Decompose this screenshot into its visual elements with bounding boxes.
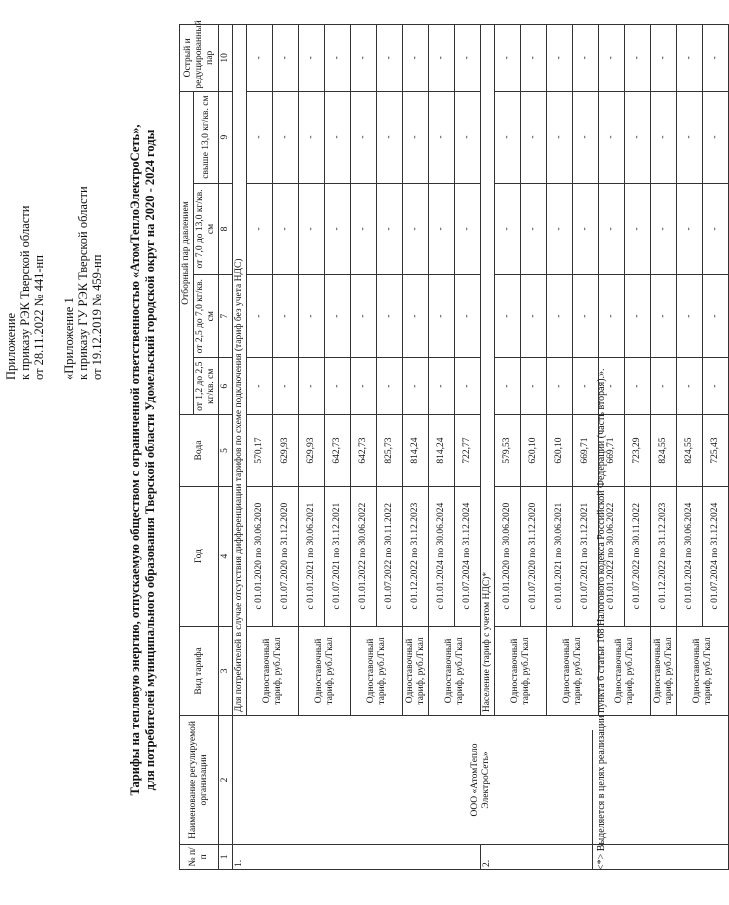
dash-cell: - [677, 275, 703, 358]
tariff-type: Одноставочный тариф, руб./Гкал [547, 626, 599, 716]
dash-cell: - [651, 183, 677, 275]
water-value: 723,29 [625, 415, 651, 486]
dash-cell: - [429, 275, 455, 358]
column-number-cell: 7 [219, 275, 233, 358]
tariff-type: Одноставочный тариф, руб./Гкал [299, 626, 351, 716]
section-title: Население (тариф с учетом НДС)* [481, 25, 495, 716]
column-number-cell: 10 [219, 25, 233, 92]
section-number: 1. [233, 844, 481, 869]
document-header [4, 80, 104, 380]
header-line: от 19.12.2019 № 459-нп [90, 254, 104, 380]
dash-cell: - [273, 358, 299, 415]
dash-cell: - [273, 183, 299, 275]
period-cell: с 01.01.2024 по 30.06.2024 [677, 486, 703, 626]
dash-cell: - [677, 358, 703, 415]
column-number-cell: 2 [219, 716, 233, 845]
dash-cell: - [325, 25, 351, 92]
dash-cell: - [573, 91, 599, 183]
dash-cell: - [651, 25, 677, 92]
header-line: от 28.11.2022 № 441-нп [32, 255, 46, 380]
column-number-cell: 4 [219, 486, 233, 626]
tariff-table [179, 20, 729, 870]
dash-cell: - [299, 183, 325, 275]
dash-cell: - [625, 275, 651, 358]
dash-cell: - [377, 91, 403, 183]
water-value: 814,24 [403, 415, 429, 486]
period-cell: с 01.01.2022 по 30.06.2022 [599, 486, 625, 626]
water-value: 669,71 [573, 415, 599, 486]
dash-cell: - [455, 183, 481, 275]
dash-cell: - [403, 358, 429, 415]
water-value: 620,10 [521, 415, 547, 486]
dash-cell: - [625, 358, 651, 415]
dash-cell: - [377, 275, 403, 358]
table-body [233, 25, 729, 870]
dash-cell: - [455, 25, 481, 92]
dash-cell: - [351, 275, 377, 358]
dash-cell: - [455, 275, 481, 358]
period-cell: с 01.01.2020 по 30.06.2020 [495, 486, 521, 626]
dash-cell: - [521, 91, 547, 183]
water-value: 722,77 [455, 415, 481, 486]
dash-cell: - [495, 358, 521, 415]
col-water-header: Вода [180, 415, 219, 486]
dash-cell: - [521, 275, 547, 358]
dash-cell: - [703, 358, 729, 415]
col-steam-group-header: Отборный пар давлением [180, 91, 194, 415]
period-cell: с 01.07.2024 по 31.12.2024 [455, 486, 481, 626]
water-value: 669,71 [599, 415, 625, 486]
dash-cell: - [403, 25, 429, 92]
water-value: 824,55 [677, 415, 703, 486]
dash-cell: - [273, 275, 299, 358]
tariff-type: Одноставочный тариф, руб./Гкал [247, 626, 299, 716]
period-cell: с 01.07.2024 по 31.12.2024 [703, 486, 729, 626]
document-title [128, 50, 158, 870]
dash-cell: - [521, 358, 547, 415]
dash-cell: - [573, 25, 599, 92]
dash-cell: - [377, 183, 403, 275]
dash-cell: - [429, 183, 455, 275]
dash-cell: - [429, 91, 455, 183]
dash-cell: - [703, 183, 729, 275]
period-cell: с 01.01.2020 по 30.06.2020 [247, 486, 273, 626]
dash-cell: - [599, 358, 625, 415]
column-number-cell: 6 [219, 358, 233, 415]
dash-cell: - [495, 275, 521, 358]
period-cell: с 01.12.2022 по 31.12.2023 [651, 486, 677, 626]
water-value: 629,93 [273, 415, 299, 486]
dash-cell: - [547, 91, 573, 183]
header-line: к приказу РЭК Тверской области [18, 205, 32, 380]
dash-cell: - [573, 275, 599, 358]
column-number-cell: 5 [219, 415, 233, 486]
dash-cell: - [455, 358, 481, 415]
title-line-2: для потребителей муниципального образования Тверской области Удомельский городской округ на 2020 - 2024 годы [143, 129, 157, 791]
tariff-type: Одноставочный тариф, руб./Гкал [599, 626, 651, 716]
dash-cell: - [573, 358, 599, 415]
period-cell: с 01.01.2021 по 30.06.2021 [547, 486, 573, 626]
col-p2-header: от 2,5 до 7,0 кг/кв. см [194, 275, 219, 358]
dash-cell: - [521, 25, 547, 92]
header-line: к приказу ГУ РЭК Тверской области [76, 186, 90, 380]
period-cell: с 01.07.2022 по 30.11.2022 [625, 486, 651, 626]
col-org-header: Наименование регулируемой организации [180, 716, 219, 845]
dash-cell: - [677, 183, 703, 275]
dash-cell: - [273, 91, 299, 183]
tariff-type: Одноставочный тариф, руб./Гкал [651, 626, 677, 716]
col-sharp-steam-header: Острый и редуцированный пар [180, 25, 219, 92]
period-cell: с 01.07.2021 по 31.12.2021 [325, 486, 351, 626]
period-cell: с 01.01.2024 по 30.06.2024 [429, 486, 455, 626]
dash-cell: - [677, 91, 703, 183]
dash-cell: - [495, 183, 521, 275]
dash-cell: - [325, 91, 351, 183]
dash-cell: - [247, 183, 273, 275]
col-p4-header: свыше 13,0 кг/кв. см [194, 91, 219, 183]
dash-cell: - [377, 25, 403, 92]
dash-cell: - [547, 275, 573, 358]
period-cell: с 01.07.2022 по 30.11.2022 [377, 486, 403, 626]
dash-cell: - [403, 183, 429, 275]
footnote: <*> Выделяется в целях реализации пункта 6 статьи 168 Налогового кодекса Российской Федерации (часть вторая).». [596, 368, 607, 870]
dash-cell: - [521, 183, 547, 275]
organization-name: ООО «АтомТепло ЭлектроСеть» [233, 716, 729, 845]
dash-cell: - [651, 275, 677, 358]
dash-cell: - [351, 358, 377, 415]
period-cell: с 01.07.2020 по 31.12.2020 [521, 486, 547, 626]
header-line: «Приложение 1 [62, 297, 76, 380]
dash-cell: - [299, 358, 325, 415]
dash-cell: - [573, 183, 599, 275]
dash-cell: - [599, 183, 625, 275]
dash-cell: - [299, 91, 325, 183]
dash-cell: - [351, 183, 377, 275]
water-value: 824,55 [651, 415, 677, 486]
column-number-cell: 1 [219, 844, 233, 869]
water-value: 642,73 [325, 415, 351, 486]
col-p1-header: от 1,2 до 2,5 кг/кв. см [194, 358, 219, 415]
table-header [180, 20, 233, 870]
dash-cell: - [325, 183, 351, 275]
water-value: 825,73 [377, 415, 403, 486]
title-line-1: Тарифы на тепловую энергию, отпускаемую обществом с ограниченной ответственностью «АтомТеплоЭлектроСеть», [128, 124, 142, 796]
water-value: 814,24 [429, 415, 455, 486]
dash-cell: - [599, 91, 625, 183]
dash-cell: - [247, 358, 273, 415]
tariff-type: Одноставочный тариф, руб./Гкал [495, 626, 547, 716]
dash-cell: - [651, 358, 677, 415]
dash-cell: - [455, 91, 481, 183]
period-cell: с 01.01.2022 по 30.06.2022 [351, 486, 377, 626]
water-value: 570,17 [247, 415, 273, 486]
dash-cell: - [247, 275, 273, 358]
dash-cell: - [677, 25, 703, 92]
dash-cell: - [247, 91, 273, 183]
dash-cell: - [599, 275, 625, 358]
tariff-type: Одноставочный тариф, руб./Гкал [403, 626, 429, 716]
dash-cell: - [651, 91, 677, 183]
tariff-type: Одноставочный тариф, руб./Гкал [351, 626, 403, 716]
period-cell: с 01.07.2020 по 31.12.2020 [273, 486, 299, 626]
tariff-type: Одноставочный тариф, руб./Гкал [677, 626, 729, 716]
column-numbers-row [219, 25, 233, 870]
water-value: 725,43 [703, 415, 729, 486]
dash-cell: - [625, 183, 651, 275]
document-page [4, 20, 720, 900]
footnote-divider [592, 730, 593, 870]
dash-cell: - [325, 358, 351, 415]
section-title: Для потребителей в случае отсутствия дифференциации тарифов по схеме подключения (тариф без учета НДС) [233, 25, 247, 716]
water-value: 629,93 [299, 415, 325, 486]
water-value: 642,73 [351, 415, 377, 486]
dash-cell: - [429, 358, 455, 415]
col-p3-header: от 7,0 до 13,0 кг/кв. см [194, 183, 219, 275]
dash-cell: - [429, 25, 455, 92]
dash-cell: - [703, 91, 729, 183]
period-cell: с 01.12.2022 по 31.12.2023 [403, 486, 429, 626]
dash-cell: - [299, 25, 325, 92]
col-year-header: Год [180, 486, 219, 626]
dash-cell: - [625, 25, 651, 92]
dash-cell: - [703, 275, 729, 358]
column-number-cell: 3 [219, 626, 233, 716]
col-tariff-type-header: Вид тарифа [180, 626, 219, 716]
dash-cell: - [703, 25, 729, 92]
dash-cell: - [325, 275, 351, 358]
section-row [233, 25, 247, 870]
column-number-cell: 9 [219, 91, 233, 183]
tariff-type: Одноставочный тариф, руб./Гкал [429, 626, 481, 716]
dash-cell: - [403, 91, 429, 183]
dash-cell: - [351, 25, 377, 92]
dash-cell: - [495, 25, 521, 92]
water-value: 620,10 [547, 415, 573, 486]
dash-cell: - [547, 25, 573, 92]
dash-cell: - [599, 25, 625, 92]
water-value: 579,53 [495, 415, 521, 486]
dash-cell: - [247, 25, 273, 92]
dash-cell: - [495, 91, 521, 183]
dash-cell: - [351, 91, 377, 183]
dash-cell: - [377, 358, 403, 415]
section-number: 2. [481, 844, 729, 869]
period-cell: с 01.01.2021 по 30.06.2021 [299, 486, 325, 626]
dash-cell: - [273, 25, 299, 92]
dash-cell: - [547, 183, 573, 275]
col-num-header: № п/п [180, 844, 219, 869]
dash-cell: - [547, 358, 573, 415]
dash-cell: - [625, 91, 651, 183]
period-cell: с 01.07.2021 по 31.12.2021 [573, 486, 599, 626]
header-line: Приложение [4, 312, 18, 380]
column-number-cell: 8 [219, 183, 233, 275]
dash-cell: - [299, 275, 325, 358]
dash-cell: - [403, 275, 429, 358]
